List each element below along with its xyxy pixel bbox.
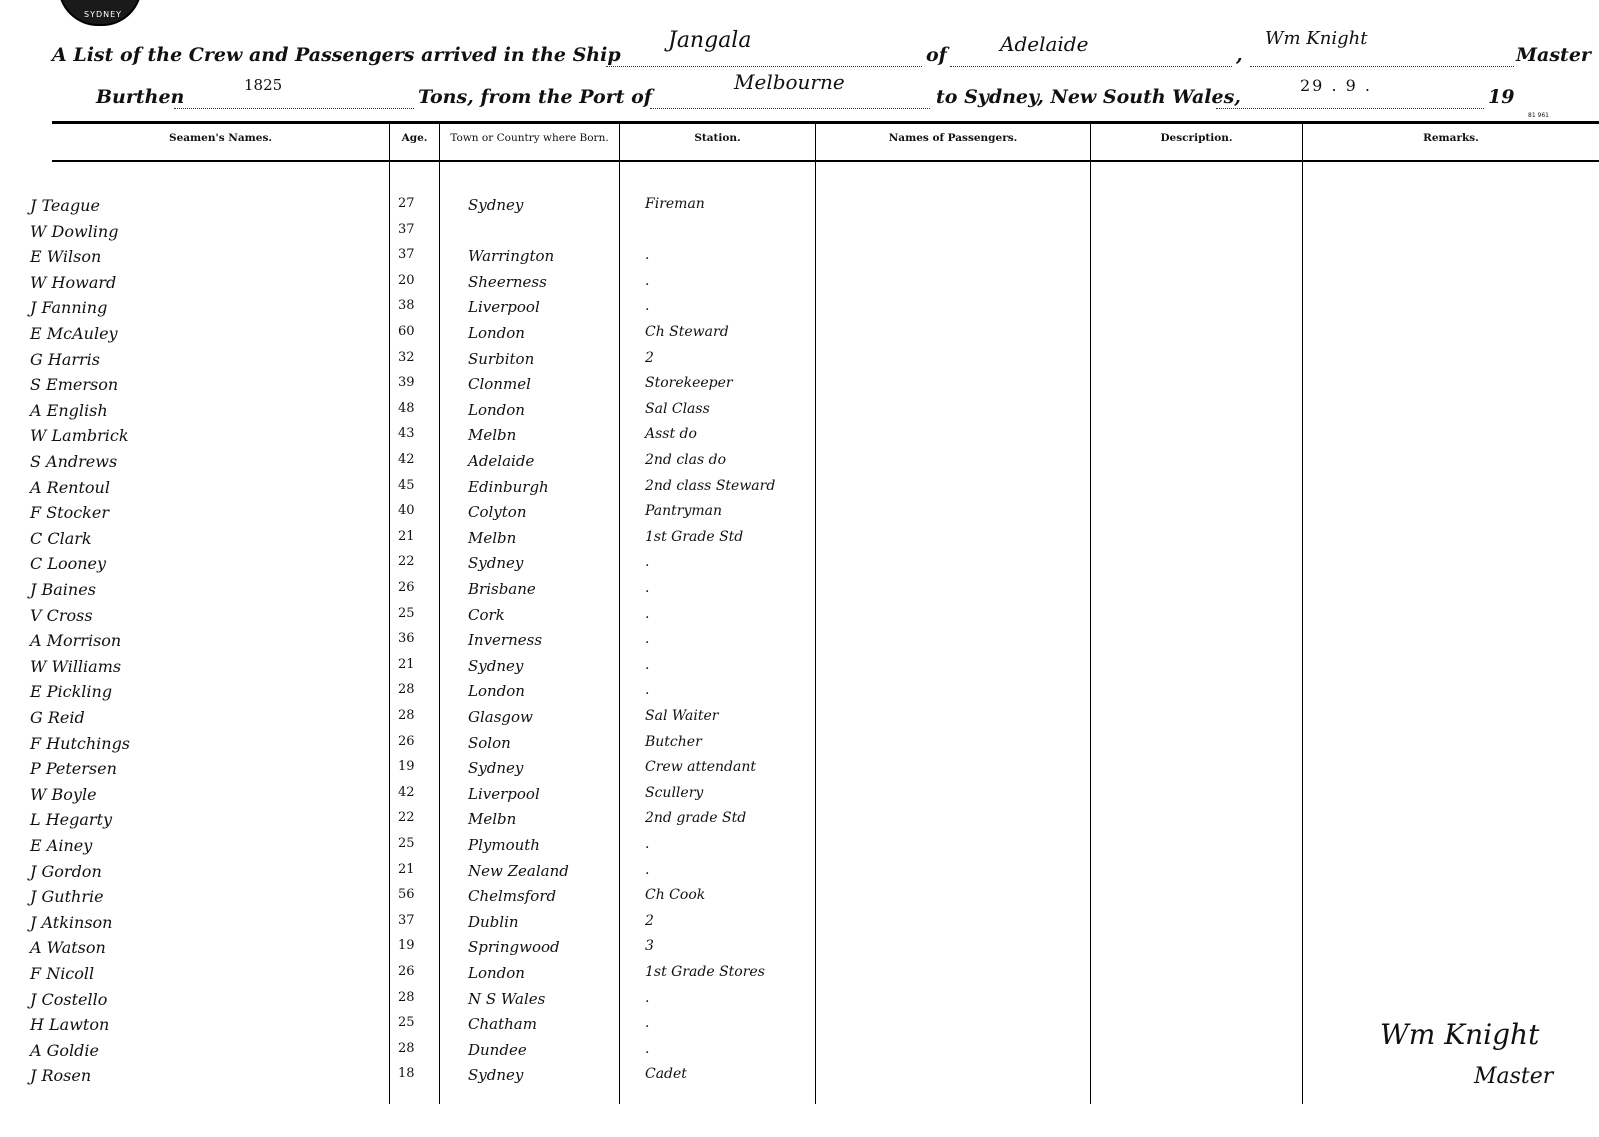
table-row (0, 682, 1599, 707)
from-port: Melbourne (734, 70, 845, 94)
crew-name: F Stocker (30, 503, 109, 523)
ship-name: Jangala (668, 28, 752, 53)
crew-name: J Costello (30, 989, 108, 1009)
crew-station: . (645, 247, 650, 264)
crew-name: W Dowling (30, 221, 119, 241)
crew-birthplace: London (468, 682, 525, 701)
crew-name: W Boyle (30, 784, 97, 804)
master-label: Master (1516, 44, 1591, 66)
crew-age: 42 (398, 784, 415, 800)
crew-age: 26 (398, 733, 415, 749)
crew-birthplace: Solon (468, 733, 511, 752)
crew-name: S Emerson (30, 375, 119, 395)
crew-age: 25 (398, 836, 415, 851)
crew-station: . (645, 631, 650, 648)
crew-name: E Ainey (30, 836, 93, 855)
signature-title: Master (1474, 1064, 1554, 1089)
crew-age: 28 (398, 1040, 415, 1056)
crew-age: 28 (398, 989, 415, 1005)
table-row (0, 529, 1599, 554)
crew-station: . (645, 656, 650, 673)
tons-label: Tons, from the Port of (418, 86, 652, 108)
crew-birthplace: London (468, 324, 525, 342)
crew-birthplace: London (468, 964, 525, 982)
crew-station: . (645, 605, 650, 622)
crew-birthplace: Glasgow (468, 708, 533, 726)
crew-birthplace: Melbn (468, 810, 517, 829)
table-row (0, 350, 1599, 375)
crew-birthplace: Adelaide (468, 452, 535, 470)
crew-name: A Goldie (30, 1040, 99, 1060)
table-row (0, 938, 1599, 963)
crew-station: . (645, 836, 650, 852)
comma: , (1236, 44, 1243, 66)
crew-name: A Rentoul (30, 477, 110, 497)
crew-birthplace: Chatham (468, 1015, 537, 1034)
crew-station: . (645, 272, 650, 289)
crew-station: Sal Class (645, 400, 710, 417)
table-row (0, 324, 1599, 349)
form-number: 81 961 (1528, 112, 1549, 119)
crew-birthplace: Colyton (468, 503, 527, 522)
crew-name: H Lawton (30, 1015, 110, 1035)
table-row (0, 862, 1599, 887)
table-row (0, 1066, 1599, 1091)
crew-age: 22 (398, 554, 415, 570)
crew-station: 3 (645, 938, 654, 955)
crew-station: Cadet (645, 1066, 687, 1083)
crew-age: 28 (398, 708, 415, 723)
crew-station: 2nd grade Std (645, 810, 747, 827)
crew-birthplace: Brisbane (468, 580, 536, 598)
table-row (0, 734, 1599, 759)
crew-age: 38 (398, 298, 415, 314)
crew-age: 37 (398, 221, 415, 237)
crew-station: 1st Grade Stores (645, 964, 765, 980)
header-line1-prefix: A List of the Crew and Passengers arrived in the Ship (52, 44, 621, 66)
table-row (0, 606, 1599, 631)
crew-name: W Lambrick (30, 426, 129, 446)
crew-age: 27 (398, 196, 415, 211)
table-row (0, 478, 1599, 503)
crew-age: 43 (398, 426, 415, 442)
crew-name: A English (30, 400, 108, 420)
table-row (0, 785, 1599, 810)
crew-age: 37 (398, 247, 415, 263)
table-row (0, 964, 1599, 989)
crew-birthplace: Melbn (468, 528, 517, 547)
crew-station: . (645, 989, 650, 1006)
crew-age: 42 (398, 452, 415, 467)
crew-age: 21 (398, 861, 415, 877)
crew-age: 56 (398, 887, 415, 903)
crew-name: J Teague (30, 196, 100, 215)
crew-station: Butcher (645, 733, 702, 750)
official-seal (58, 0, 142, 26)
year-label: 19 (1488, 86, 1515, 108)
crew-name: J Rosen (30, 1066, 92, 1086)
crew-birthplace: Sydney (468, 1066, 524, 1085)
master-name: Wm Knight (1265, 28, 1368, 49)
crew-age: 26 (398, 964, 415, 979)
crew-age: 45 (398, 477, 415, 493)
crew-name: L Hegarty (30, 810, 113, 830)
crew-birthplace: Liverpool (468, 298, 540, 317)
crew-age: 48 (398, 400, 415, 416)
table-row (0, 836, 1599, 861)
crew-birthplace: Sydney (468, 196, 524, 214)
crew-age: 21 (398, 656, 415, 672)
crew-age: 21 (398, 528, 415, 544)
of-label: of (926, 44, 947, 66)
table-row (0, 708, 1599, 733)
crew-name: E Wilson (30, 247, 102, 267)
crew-birthplace: Inverness (468, 631, 543, 650)
table-row (0, 554, 1599, 579)
col-header-remarks: Remarks. (1423, 132, 1479, 144)
crew-station: . (645, 298, 650, 315)
col-header-seamen: Seamen's Names. (168, 132, 273, 144)
table-row (0, 913, 1599, 938)
crew-birthplace: Surbiton (468, 349, 535, 368)
crew-station: Pantryman (645, 503, 723, 520)
crew-birthplace: Clonmel (468, 375, 531, 394)
crew-birthplace: Chelmsford (468, 887, 557, 906)
crew-name: J Guthrie (30, 887, 104, 907)
table-row (0, 375, 1599, 400)
crew-birthplace: Melbn (468, 426, 517, 445)
col-header-description: Description. (1160, 132, 1233, 144)
crew-birthplace: New Zealand (468, 861, 569, 880)
crew-station: . (645, 580, 650, 596)
table-row (0, 401, 1599, 426)
crew-age: 40 (398, 503, 415, 519)
crew-station: Ch Cook (645, 887, 706, 904)
crew-station: Scullery (645, 784, 704, 801)
crew-name: S Andrews (30, 452, 118, 471)
crew-station: 1st Grade Std (645, 528, 744, 545)
crew-name: W Howard (30, 272, 117, 292)
crew-station: . (645, 1015, 650, 1032)
crew-birthplace: Sheerness (468, 272, 547, 291)
table-row (0, 657, 1599, 682)
crew-name: E McAuley (30, 324, 118, 343)
crew-name: W Williams (30, 656, 122, 676)
crew-station: . (645, 1040, 650, 1057)
crew-name: G Reid (30, 708, 85, 727)
crew-age: 32 (398, 349, 415, 365)
crew-name: A Watson (30, 938, 106, 958)
crew-age: 20 (398, 272, 415, 288)
table-row (0, 452, 1599, 477)
crew-name: C Looney (30, 554, 107, 574)
crew-station: . (645, 554, 650, 571)
seal-text: SYDNEY (84, 10, 123, 19)
crew-birthplace: Edinburgh (468, 477, 549, 496)
crew-station: 2nd clas do (645, 452, 727, 468)
crew-station: 2 (645, 912, 654, 929)
col-header-station: Station. (694, 132, 741, 144)
table-row (0, 196, 1599, 221)
burthen-label: Burthen (96, 86, 185, 108)
crew-birthplace: Plymouth (468, 836, 540, 854)
table-row (0, 273, 1599, 298)
crew-station: Storekeeper (645, 375, 733, 392)
crew-age: 39 (398, 375, 415, 391)
ship-name-field (606, 44, 922, 67)
crew-age: 26 (398, 580, 415, 595)
table-row (0, 631, 1599, 656)
crew-birthplace: Liverpool (468, 784, 540, 803)
ship-port: Adelaide (1000, 32, 1089, 56)
table-row (0, 1015, 1599, 1040)
crew-name: J Atkinson (30, 912, 113, 932)
crew-name: G Harris (30, 349, 100, 369)
crew-age: 25 (398, 1015, 415, 1031)
table-row (0, 810, 1599, 835)
crew-name: F Nicoll (30, 964, 95, 983)
crew-station: . (645, 682, 650, 699)
crew-name: J Gordon (30, 861, 102, 881)
table-row (0, 887, 1599, 912)
table-row (0, 503, 1599, 528)
crew-name: J Fanning (30, 298, 108, 318)
crew-birthplace: Sydney (468, 759, 524, 778)
crew-age: 60 (398, 324, 415, 339)
crew-age: 36 (398, 631, 415, 647)
table-row (0, 426, 1599, 451)
table-row (0, 222, 1599, 247)
ship-port-field (950, 44, 1232, 67)
crew-station: Fireman (645, 196, 705, 212)
crew-name: C Clark (30, 528, 92, 548)
col-header-born: Town or Country where Born. (450, 132, 609, 144)
table-row (0, 990, 1599, 1015)
crew-name: P Petersen (30, 759, 117, 779)
crew-station: . (645, 861, 650, 878)
table-row (0, 247, 1599, 272)
crew-station: 2nd class Steward (645, 477, 776, 494)
table-row (0, 298, 1599, 323)
signature-name: Wm Knight (1380, 1018, 1540, 1051)
crew-station: Sal Waiter (645, 708, 719, 724)
crew-age: 19 (398, 938, 415, 954)
tons-value: 1825 (244, 76, 283, 94)
crew-age: 19 (398, 759, 415, 775)
crew-birthplace: Cork (468, 605, 505, 624)
crew-name: A Morrison (30, 631, 122, 651)
tons-field (174, 86, 414, 109)
table-row (0, 1041, 1599, 1066)
table-row (0, 759, 1599, 784)
to-label: to Sydney, New South Wales, (936, 86, 1241, 108)
crew-birthplace: Warrington (468, 247, 555, 266)
crew-birthplace: Dundee (468, 1040, 527, 1059)
crew-station: Crew attendant (645, 759, 756, 776)
date-value: 29 . 9 . (1300, 76, 1372, 95)
crew-name: V Cross (30, 605, 93, 625)
crew-age: 37 (398, 912, 415, 928)
crew-birthplace: London (468, 400, 525, 419)
crew-name: E Pickling (30, 682, 113, 702)
crew-birthplace: Dublin (468, 912, 519, 931)
col-header-passengers: Names of Passengers. (888, 132, 1018, 144)
crew-age: 22 (398, 810, 415, 826)
crew-birthplace: Sydney (468, 554, 524, 573)
crew-birthplace: Sydney (468, 656, 524, 675)
crew-age: 25 (398, 605, 415, 621)
table-header-rule (52, 160, 1599, 162)
crew-station: Ch Steward (645, 324, 729, 340)
crew-age: 18 (398, 1066, 415, 1082)
crew-birthplace: Springwood (468, 938, 560, 957)
crew-birthplace: N S Wales (468, 989, 546, 1008)
col-header-age: Age. (401, 132, 428, 144)
crew-name: J Baines (30, 580, 96, 599)
crew-name: F Hutchings (30, 733, 131, 753)
crew-station: Asst do (645, 426, 697, 443)
table-top-rule (52, 121, 1599, 124)
table-row (0, 580, 1599, 605)
crew-station: 2 (645, 349, 654, 366)
crew-age: 28 (398, 682, 415, 698)
